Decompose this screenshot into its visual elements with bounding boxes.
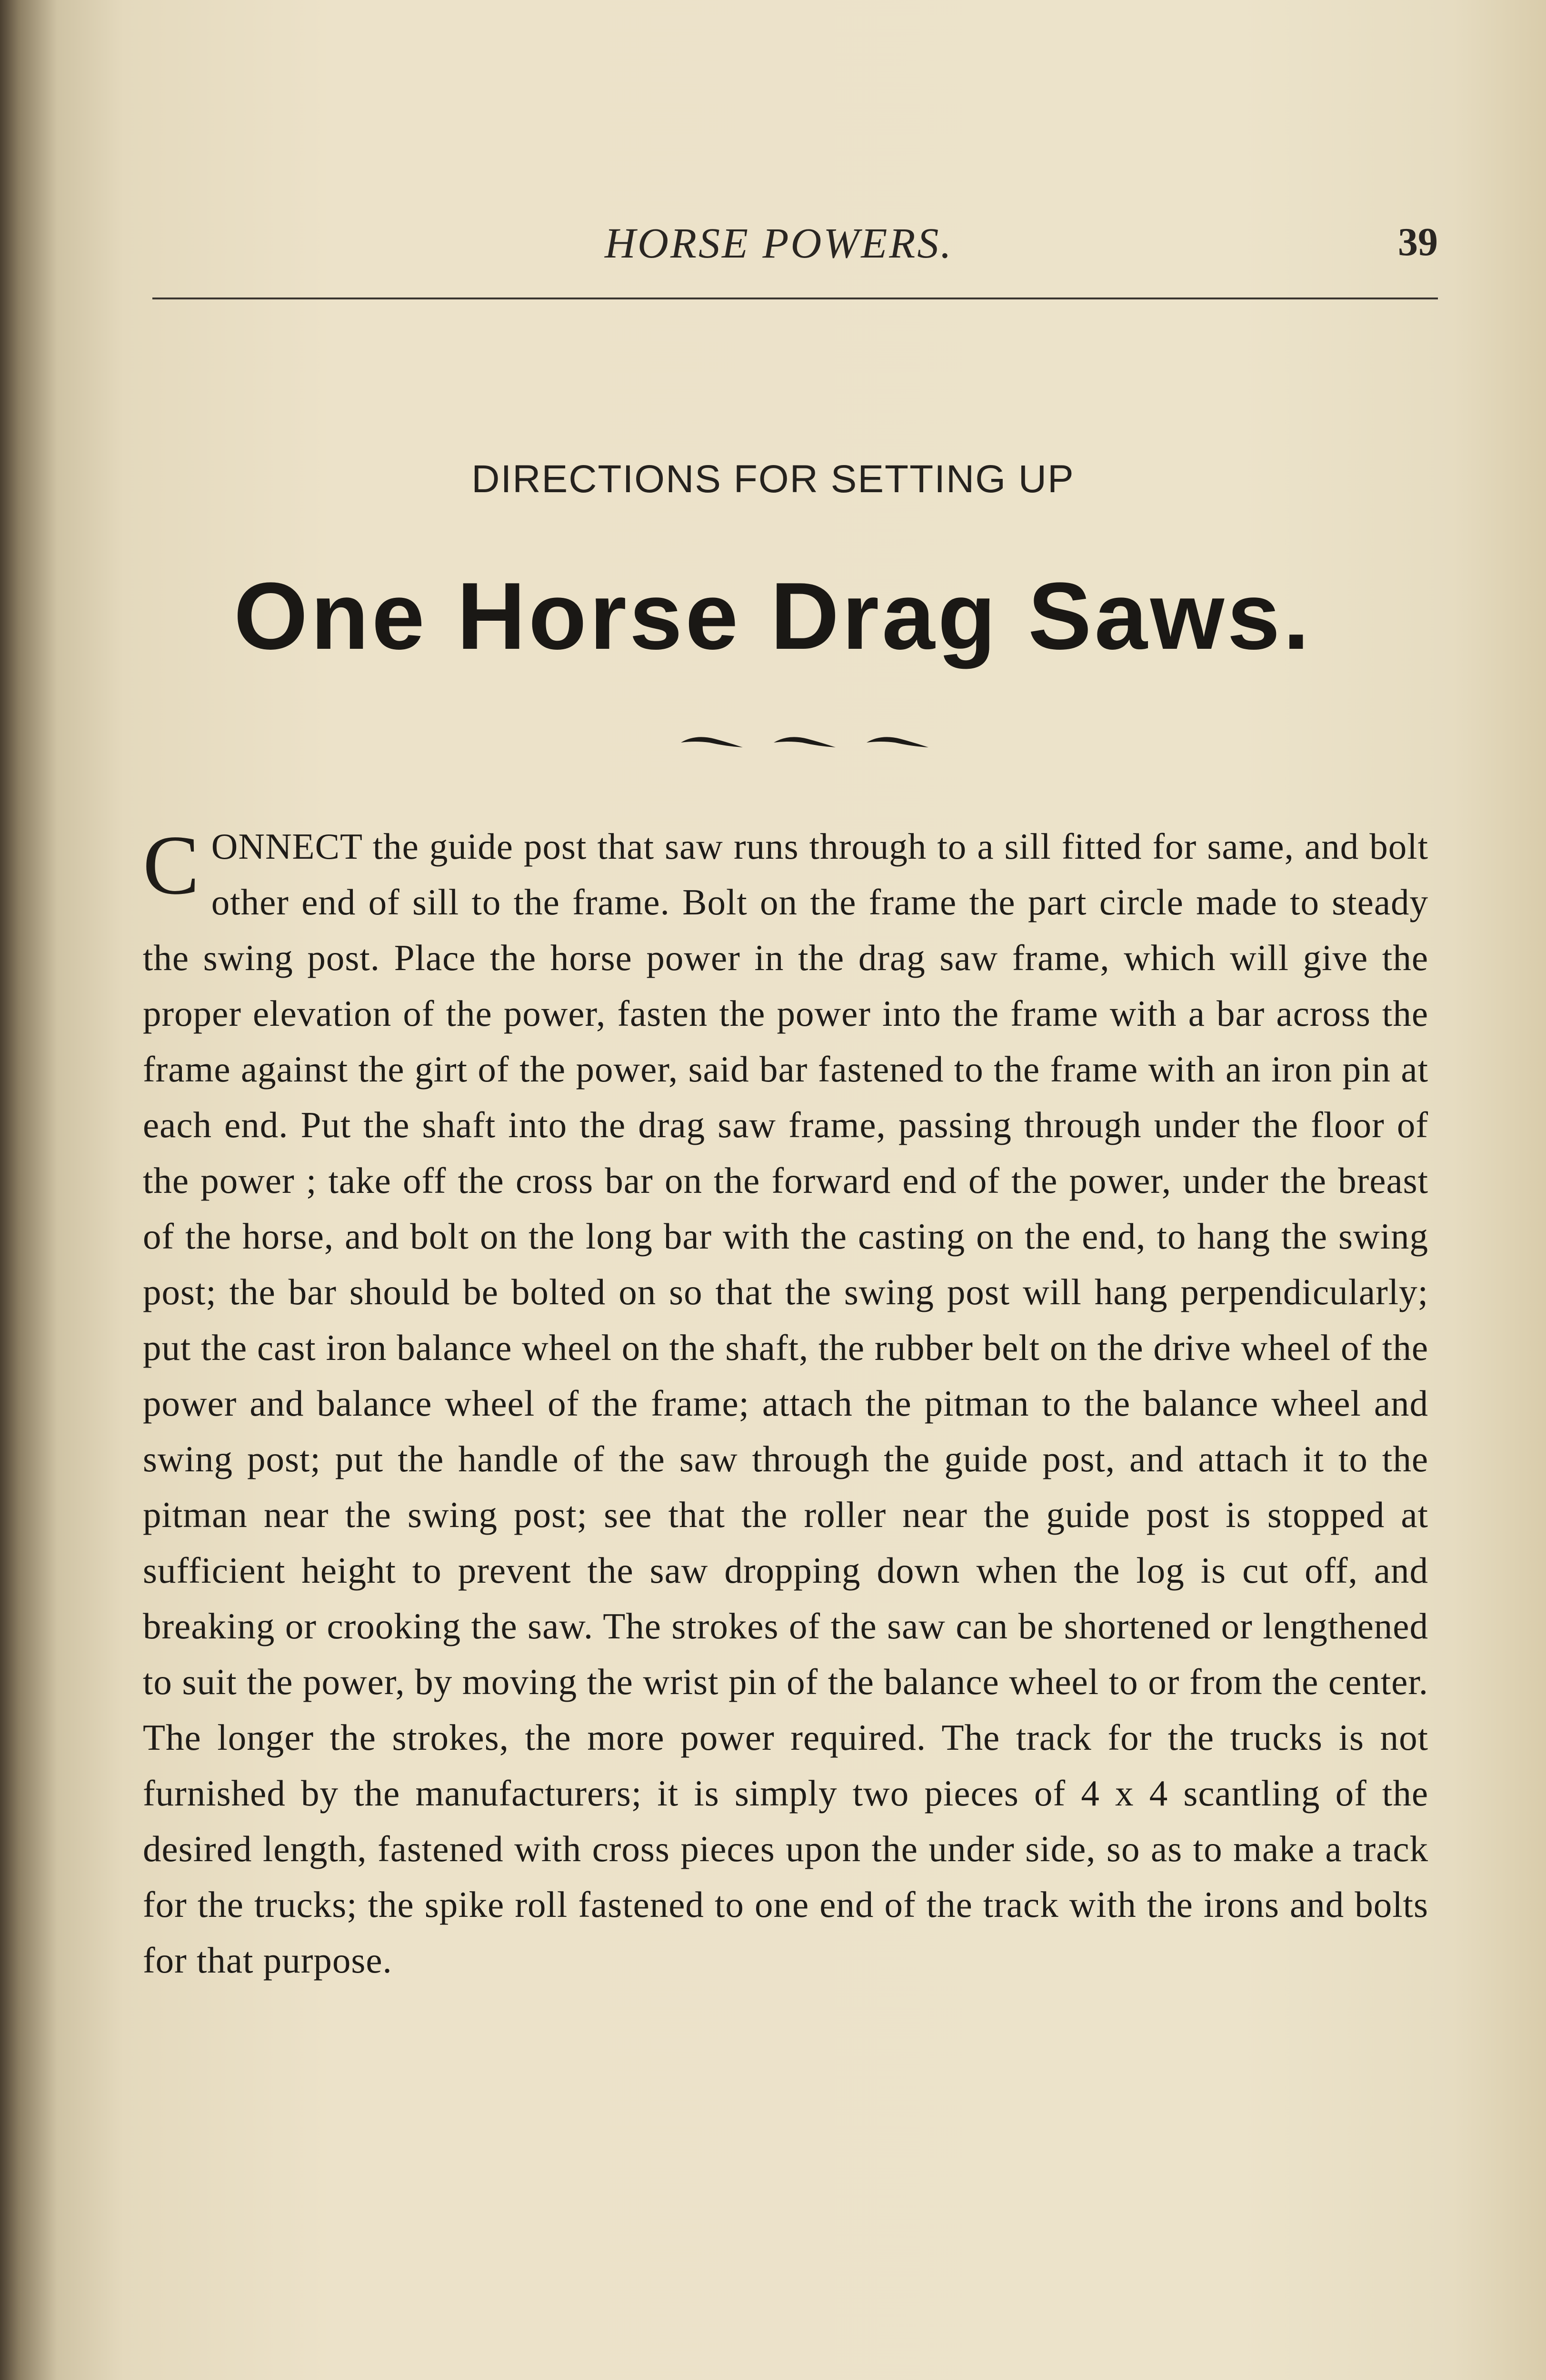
triple-dash-ornament-icon (681, 728, 928, 757)
running-head (152, 219, 1438, 276)
drop-cap: C (143, 818, 200, 912)
body-text: ONNECT the guide post that saw runs through to a sill fitted for same, and bolt other end of sill to the frame. Bolt on the frame the part circle made to steady the swing post. Place the horse power in the drag saw frame, which will give the proper elevation of the power, fasten the power into the frame with a bar across the frame against the girt of the power, said bar fastened to the frame with an iron pin at each end. Put the shaft into the drag saw frame, passing through under the floor of the power ; take off the cross bar on the forward end of the power, under the breast of the horse, and bolt on the long bar with the casting on the end, to hang the swing post; the bar should be bolted on so that the swing post will hang perpendicularly; put the cast iron balance wheel on the shaft, the rubber belt on the drive wheel of the power and balance wheel of the frame; attach the pitman to the balance wheel and swing post; put the handle of the saw through the guide post, and attach it to the pitman near the swing post; see that the roller near the guide post is stopped at sufficient height to prevent the saw dropping down when the log is cut off, and breaking or crooking the saw. The strokes of the saw can be shortened or lengthened to suit the power, by moving the wrist pin of the balance wheel to or from the center. The longer the strokes, the more power required. The track for the trucks is not furnished by the manufacturers; it is simply two pieces of 4 x 4 scantling of the desired length, fastened with cross pieces upon the under side, so as to make a track for the trucks; the spike roll fastened to one end of the track with the irons and bolts for that purpose. (143, 826, 1428, 1981)
body-paragraph (143, 819, 1428, 1988)
page-number: 39 (1398, 220, 1438, 264)
header-rule (152, 298, 1438, 299)
section-subheading: DIRECTIONS FOR SETTING UP (471, 457, 1075, 501)
running-head-title: HORSE POWERS. (605, 220, 953, 267)
page-headline: One Horse Drag Saws. (233, 563, 1313, 669)
